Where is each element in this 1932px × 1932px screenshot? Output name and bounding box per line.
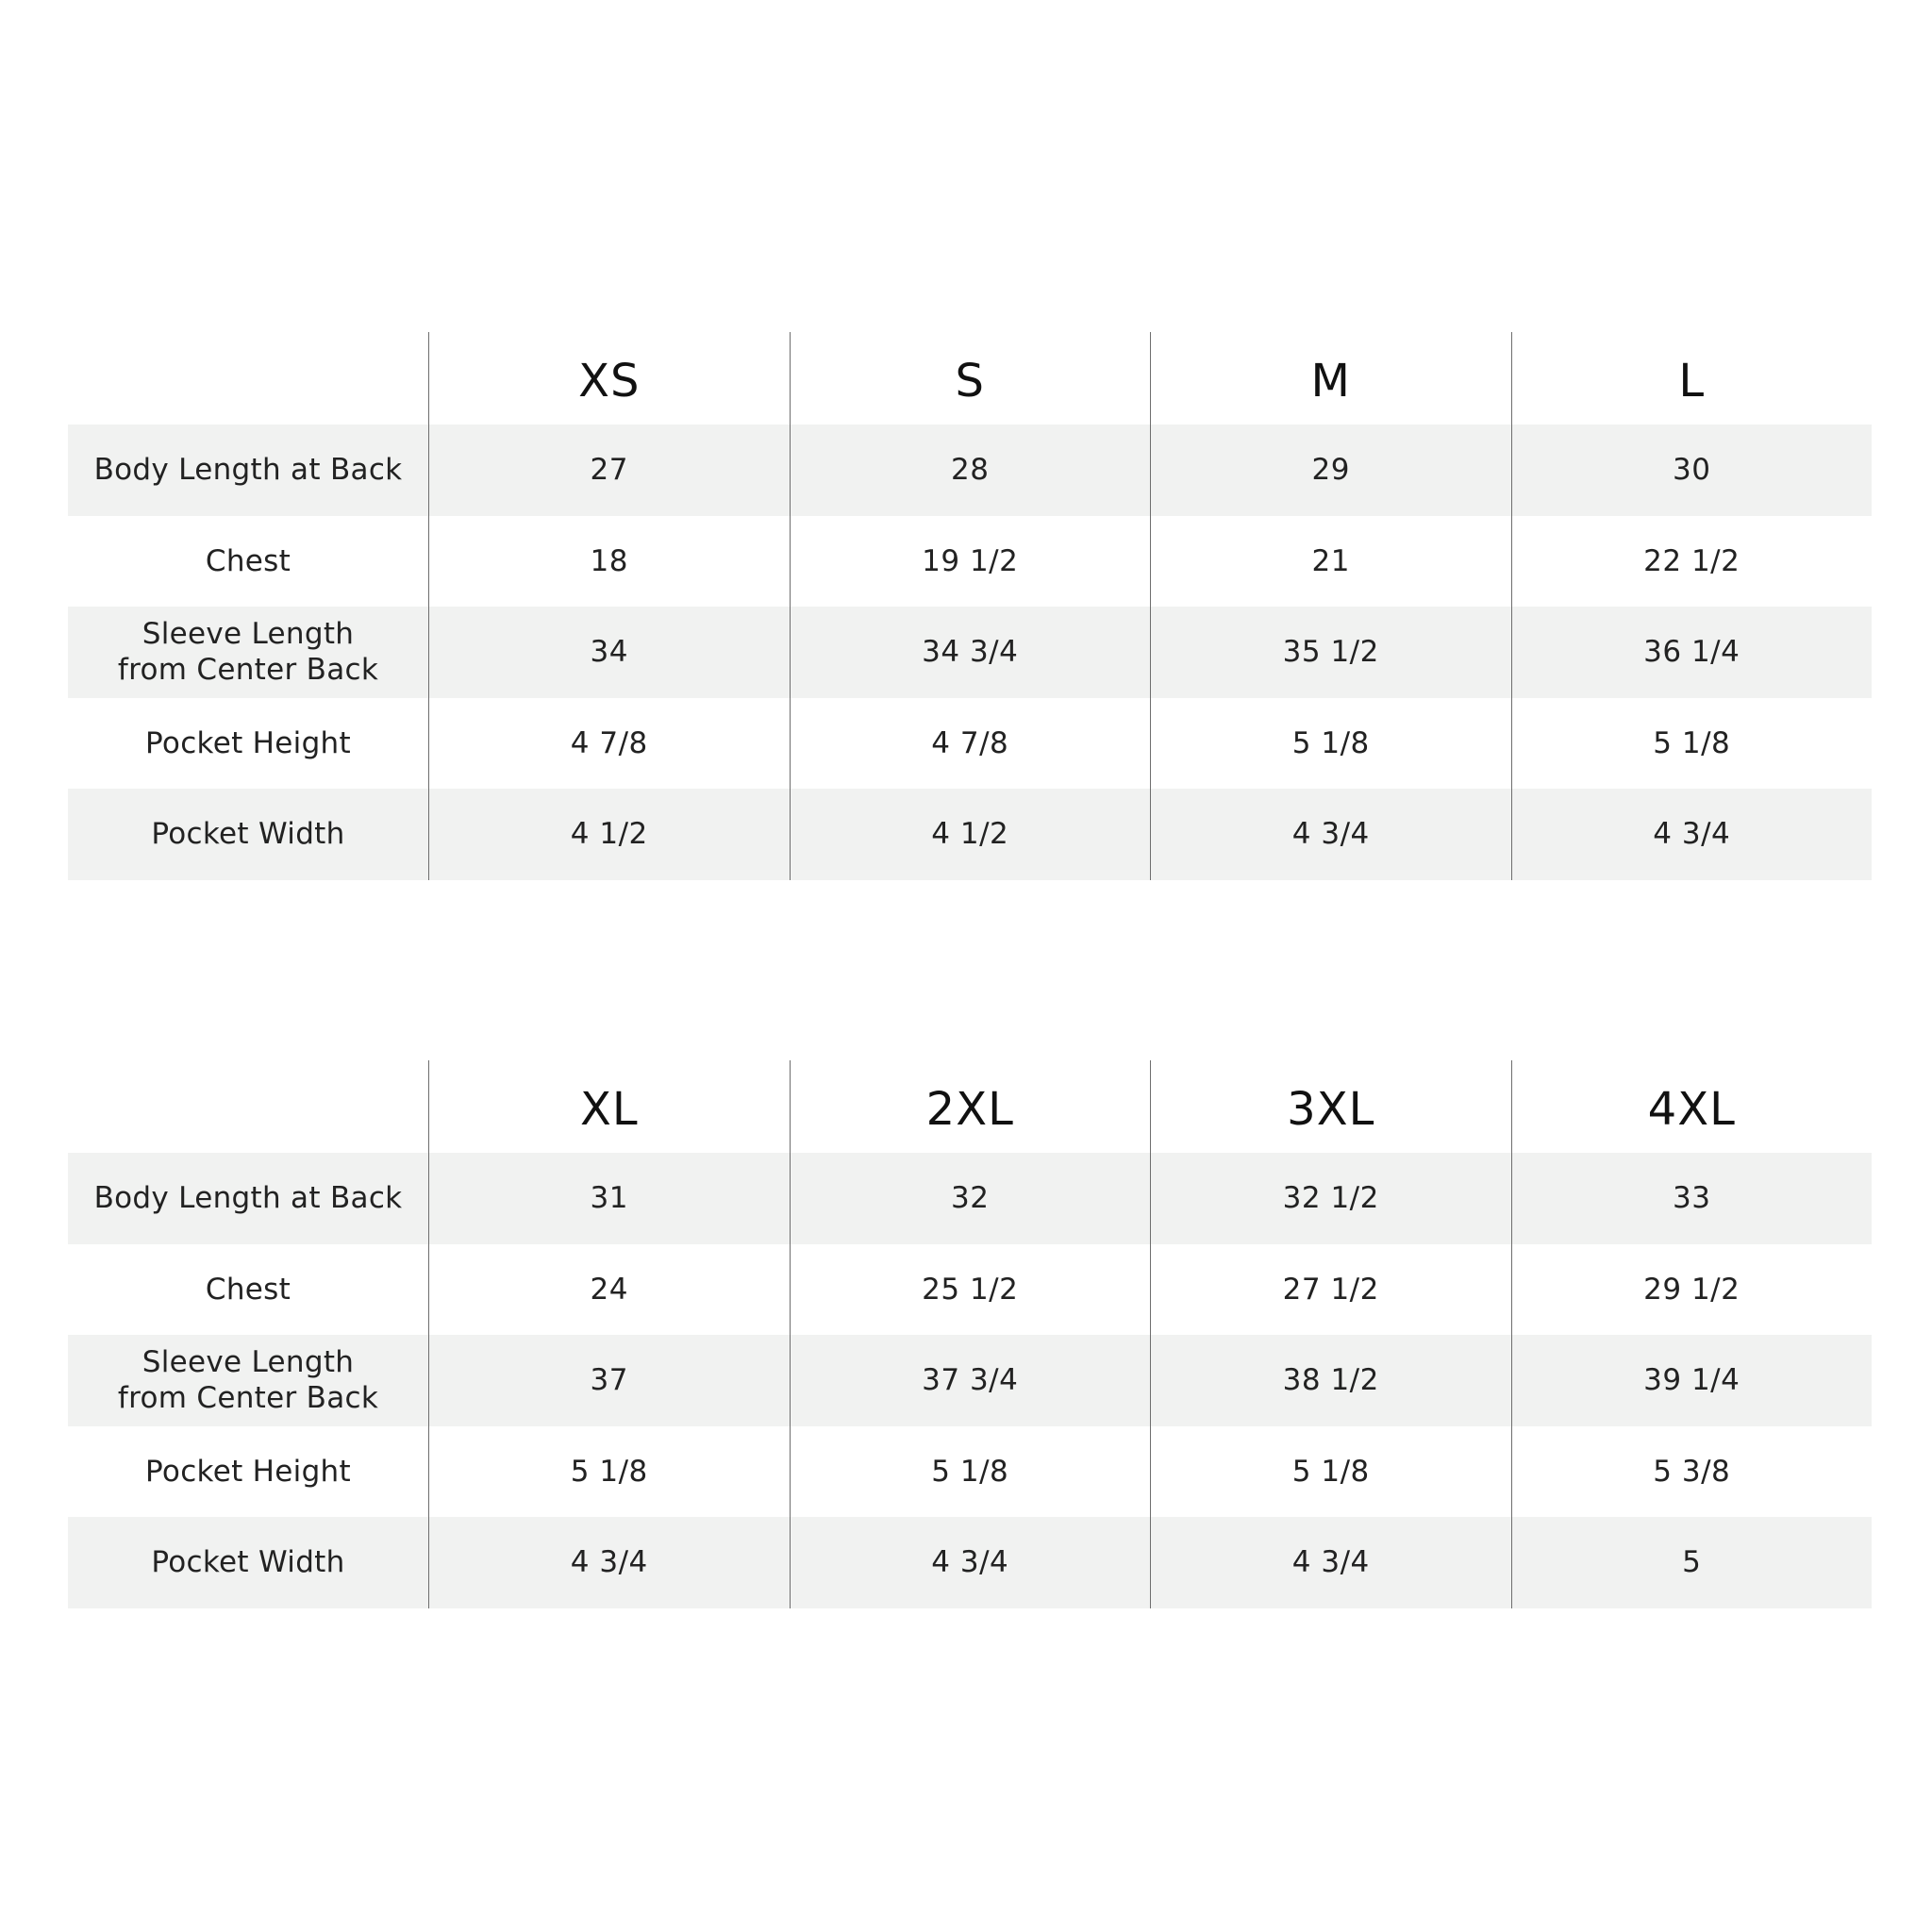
measurement-value: 5 3/8 bbox=[1511, 1426, 1873, 1518]
measurement-row bbox=[68, 1153, 1872, 1244]
measurement-label: Pocket Height bbox=[145, 725, 351, 760]
size-header: L bbox=[1511, 332, 1873, 425]
measurement-label: Sleeve Length from Center Back bbox=[117, 1345, 379, 1416]
size-header: M bbox=[1150, 332, 1511, 425]
measurement-value: 19 1/2 bbox=[790, 516, 1151, 608]
measurement-value: 4 7/8 bbox=[790, 698, 1151, 790]
measurement-value: 4 7/8 bbox=[428, 698, 790, 790]
measurement-row bbox=[68, 789, 1872, 880]
measurement-value: 5 1/8 bbox=[790, 1426, 1151, 1518]
measurement-value: 4 3/4 bbox=[428, 1517, 790, 1608]
measurement-row bbox=[68, 516, 1872, 608]
measurement-value: 5 1/8 bbox=[428, 1426, 790, 1518]
measurement-value: 34 3/4 bbox=[790, 607, 1151, 698]
size-header-row bbox=[68, 1060, 1872, 1153]
measurement-value: 28 bbox=[790, 425, 1151, 516]
measurement-value: 35 1/2 bbox=[1150, 607, 1511, 698]
measurement-label: Chest bbox=[205, 543, 291, 578]
size-header: 4XL bbox=[1511, 1060, 1873, 1153]
measurement-label: Pocket Width bbox=[151, 817, 345, 852]
measurement-value: 18 bbox=[428, 516, 790, 608]
measurement-row bbox=[68, 425, 1872, 516]
measurement-row bbox=[68, 1335, 1872, 1426]
measurement-value: 29 1/2 bbox=[1511, 1244, 1873, 1336]
measurement-value: 5 1/8 bbox=[1150, 698, 1511, 790]
size-chart-table bbox=[68, 332, 1872, 880]
measurement-value: 39 1/4 bbox=[1511, 1335, 1873, 1426]
size-header: XS bbox=[428, 332, 790, 425]
measurement-value: 5 1/8 bbox=[1511, 698, 1873, 790]
measurement-label: Body Length at Back bbox=[93, 1181, 403, 1216]
measurement-value: 4 3/4 bbox=[1150, 789, 1511, 880]
measurement-row bbox=[68, 698, 1872, 790]
measurement-value: 4 3/4 bbox=[790, 1517, 1151, 1608]
measurement-value: 25 1/2 bbox=[790, 1244, 1151, 1336]
measurement-value: 24 bbox=[428, 1244, 790, 1336]
measurement-value: 22 1/2 bbox=[1511, 516, 1873, 608]
measurement-value: 5 bbox=[1511, 1517, 1873, 1608]
header-corner bbox=[68, 1060, 428, 1153]
measurement-value: 5 1/8 bbox=[1150, 1426, 1511, 1518]
size-header: 2XL bbox=[790, 1060, 1151, 1153]
measurement-value: 37 3/4 bbox=[790, 1335, 1151, 1426]
measurement-label: Pocket Height bbox=[145, 1454, 351, 1489]
measurement-value: 4 1/2 bbox=[428, 789, 790, 880]
measurement-value: 32 bbox=[790, 1153, 1151, 1244]
measurement-value: 33 bbox=[1511, 1153, 1873, 1244]
measurement-value: 32 1/2 bbox=[1150, 1153, 1511, 1244]
measurement-value: 29 bbox=[1150, 425, 1511, 516]
size-header: XL bbox=[428, 1060, 790, 1153]
measurement-row bbox=[68, 1517, 1872, 1608]
size-header-row bbox=[68, 332, 1872, 425]
measurement-value: 21 bbox=[1150, 516, 1511, 608]
size-header: 3XL bbox=[1150, 1060, 1511, 1153]
measurement-value: 27 1/2 bbox=[1150, 1244, 1511, 1336]
measurement-value: 27 bbox=[428, 425, 790, 516]
measurement-row bbox=[68, 1244, 1872, 1336]
measurement-value: 4 3/4 bbox=[1511, 789, 1873, 880]
measurement-label: Pocket Width bbox=[151, 1545, 345, 1580]
measurement-row bbox=[68, 1426, 1872, 1518]
measurement-label: Sleeve Length from Center Back bbox=[117, 617, 379, 688]
measurement-label: Body Length at Back bbox=[93, 453, 403, 488]
measurement-value: 4 1/2 bbox=[790, 789, 1151, 880]
header-corner bbox=[68, 332, 428, 425]
measurement-value: 37 bbox=[428, 1335, 790, 1426]
measurement-value: 38 1/2 bbox=[1150, 1335, 1511, 1426]
size-header: S bbox=[790, 332, 1151, 425]
measurement-label: Chest bbox=[205, 1272, 291, 1307]
measurement-value: 30 bbox=[1511, 425, 1873, 516]
measurement-value: 4 3/4 bbox=[1150, 1517, 1511, 1608]
measurement-row bbox=[68, 607, 1872, 698]
size-chart-table bbox=[68, 1060, 1872, 1608]
measurement-value: 31 bbox=[428, 1153, 790, 1244]
measurement-value: 34 bbox=[428, 607, 790, 698]
measurement-value: 36 1/4 bbox=[1511, 607, 1873, 698]
